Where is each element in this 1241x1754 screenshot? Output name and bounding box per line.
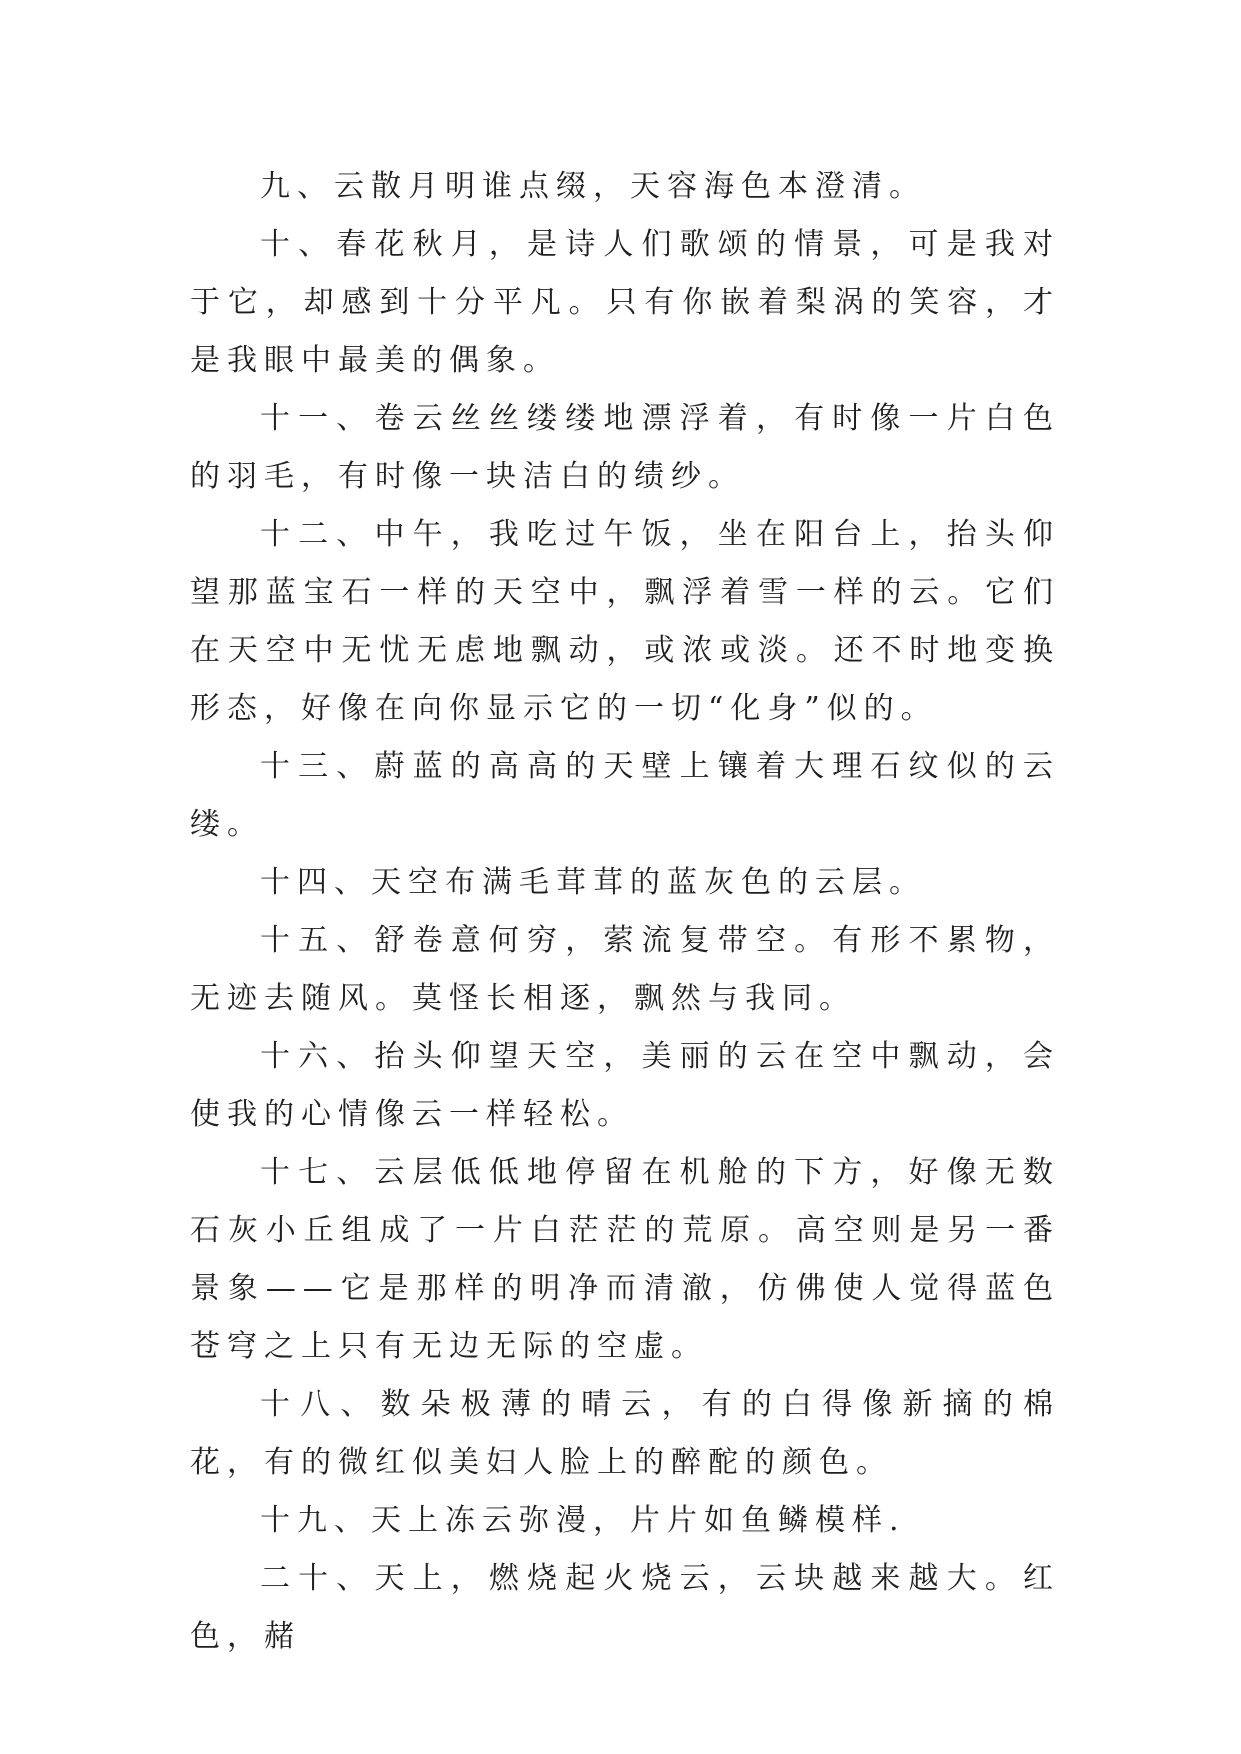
paragraph-16: 十六、抬头仰望天空，美丽的云在空中飘动，会使我的心情像云一样轻松。 xyxy=(190,1039,1060,1132)
paragraph-17: 十七、云层低低地停留在机舱的下方，好像无数石灰小丘组成了一片白茫茫的荒原。高空则是另一番景象——它是那样的明净而清澈，仿佛使人觉得蓝色苍穹之上只有无边无际的空虚。 xyxy=(190,1155,1060,1364)
document-body xyxy=(190,158,1060,1666)
paragraph-13: 十三、蔚蓝的高高的天壁上镶着大理石纹似的云缕。 xyxy=(190,749,1060,842)
paragraph-10: 十、春花秋月，是诗人们歌颂的情景，可是我对于它，却感到十分平凡。只有你嵌着梨涡的笑容，才是我眼中最美的偶象。 xyxy=(190,227,1060,378)
paragraph-9: 九、云散月明谁点缀，天容海色本澄清。 xyxy=(260,169,926,204)
paragraph-14: 十四、天空布满毛茸茸的蓝灰色的云层。 xyxy=(260,865,926,900)
paragraph-12: 十二、中午，我吃过午饭，坐在阳台上，抬头仰望那蓝宝石一样的天空中，飘浮着雪一样的云。它们在天空中无忧无虑地飘动，或浓或淡。还不时地变换形态，好像在向你显示它的一切“化身”似的。 xyxy=(190,517,1060,726)
paragraph-19: 十九、天上冻云弥漫，片片如鱼鳞模样. xyxy=(260,1503,906,1538)
paragraph-18: 十八、数朵极薄的晴云，有的白得像新摘的棉花，有的微红似美妇人脸上的醉酡的颜色。 xyxy=(190,1387,1060,1480)
paragraph-20: 二十、天上，燃烧起火烧云，云块越来越大。红色，赭 xyxy=(190,1561,1060,1654)
paragraph-15: 十五、舒卷意何穷，萦流复带空。有形不累物，无迹去随风。莫怪长相逐，飘然与我同。 xyxy=(190,923,1060,1016)
paragraph-11: 十一、卷云丝丝缕缕地漂浮着，有时像一片白色的羽毛，有时像一块洁白的绩纱。 xyxy=(190,401,1060,494)
